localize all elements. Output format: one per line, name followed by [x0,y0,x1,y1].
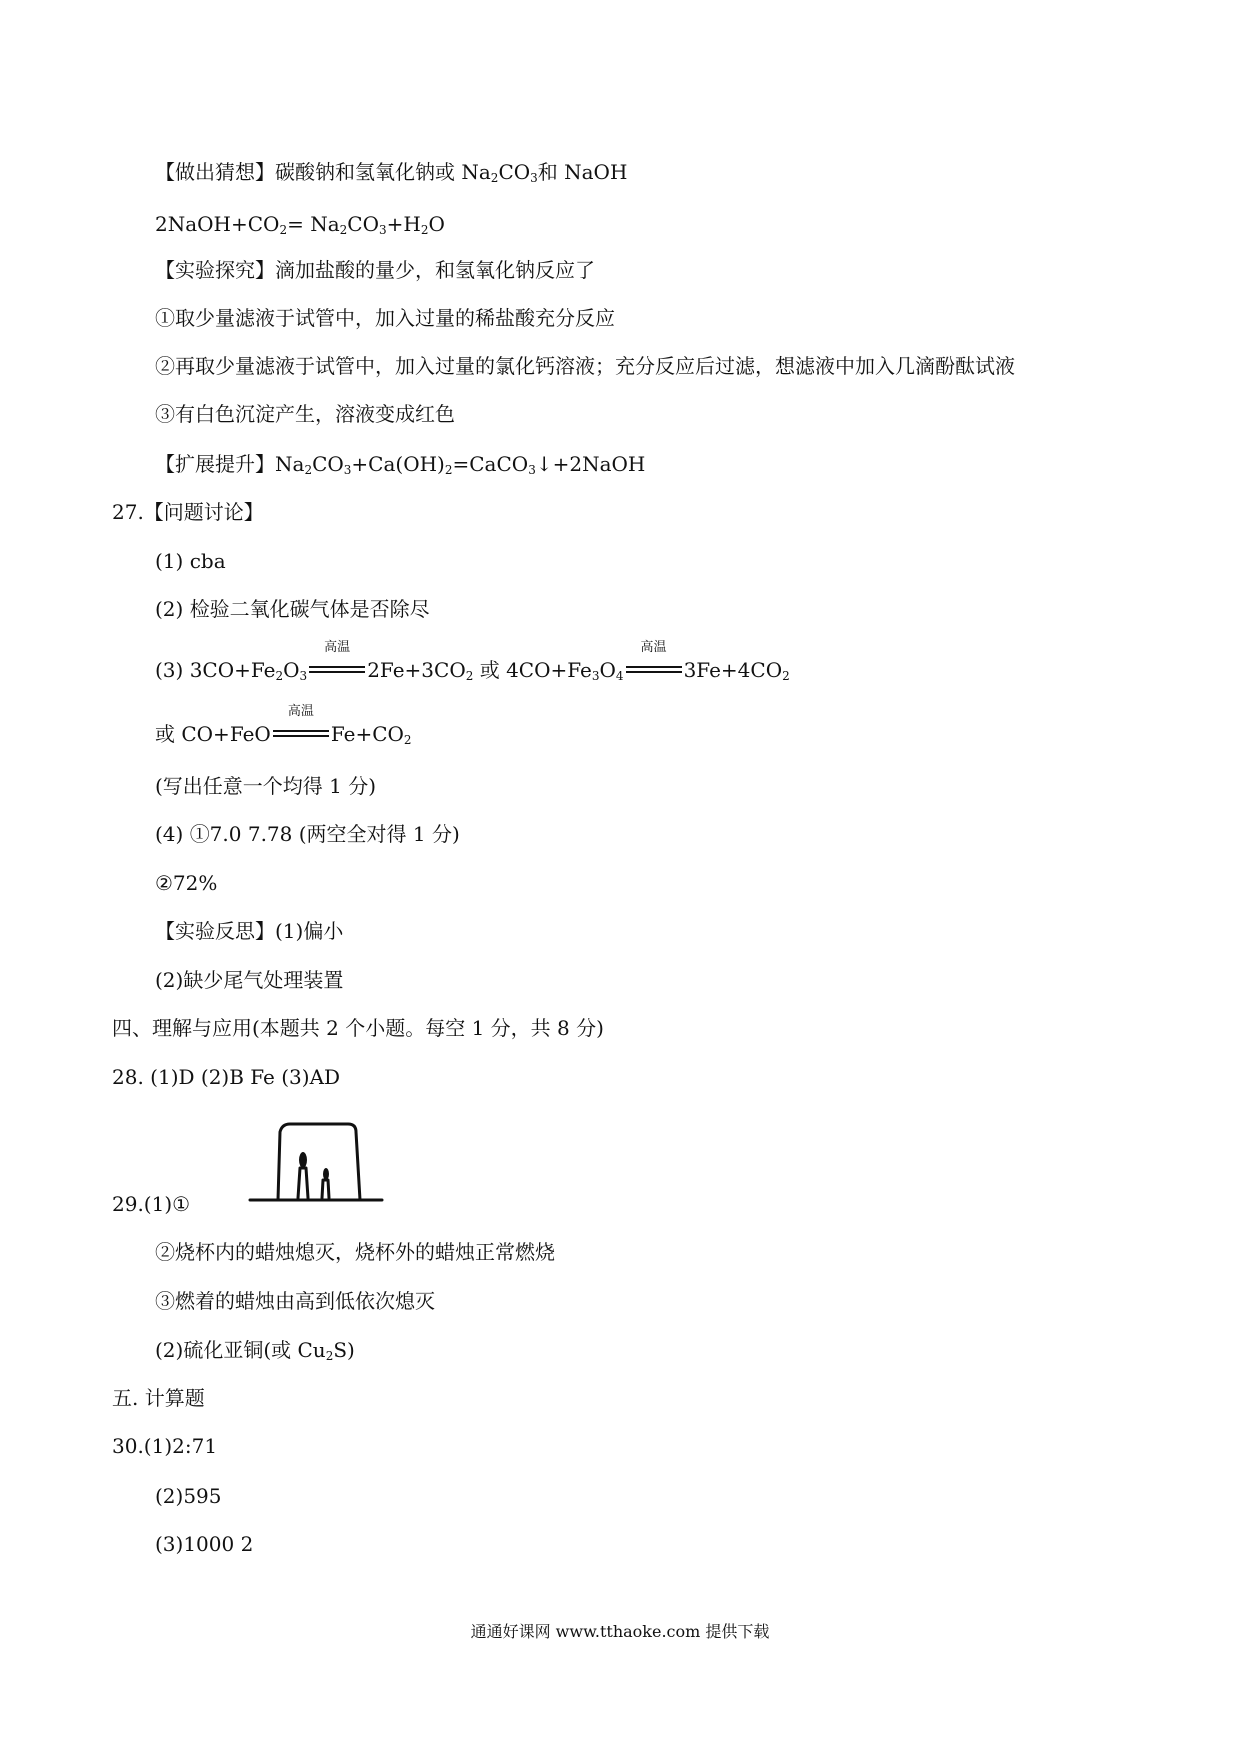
formula-part: (3) 3CO+Fe [155,658,276,682]
formula-part: O [599,658,616,682]
q27-part-4b: ②72% [155,871,218,895]
formula-part: Na [461,160,491,184]
formula-part: CO [312,452,344,476]
q29-part-2: ②烧杯内的蜡烛熄灭，烧杯外的蜡烛正常燃烧 [155,1240,555,1264]
subscript: 3 [378,223,387,237]
q30-part-3: (3)1000 2 [155,1532,254,1556]
step-1: ①取少量滤液于试管中，加入过量的稀盐酸充分反应 [155,306,615,330]
step-3: ③有白色沉淀产生，溶液变成红色 [155,402,455,426]
q27-part-2: (2) 检验二氧化碳气体是否除尽 [155,597,430,621]
reflect-2: (2)缺少尾气处理装置 [155,968,344,992]
formula-part: CO [498,160,531,184]
reaction-arrow [626,640,682,684]
q27-heading: 27.【问题讨论】 [112,500,264,524]
formula-part: O [283,658,300,682]
extend-line [155,450,645,478]
q29-part-4 [155,1336,355,1364]
subscript: 2 [325,1349,334,1363]
subscript: 2 [304,463,313,477]
formula-part: = Na [287,212,340,236]
formula-part: Na [275,452,305,476]
formula-part: 2Fe+3CO [367,658,466,682]
subscript: 3 [528,463,536,477]
reflect-line [155,917,343,945]
formula-part: +Ca(OH) [351,452,445,476]
subscript: 3 [530,171,538,185]
extend-tag: 【扩展提升】 [155,452,275,476]
formula-part: 或 CO+FeO [155,722,271,746]
subscript: 2 [275,669,284,683]
subscript: 2 [782,669,790,683]
q29-heading: 29.(1)① [112,1192,191,1216]
q27-part-3 [155,640,790,684]
reaction-arrow [273,704,329,748]
reaction-condition: 高温 [287,704,314,719]
formula-part: CO [347,212,379,236]
formula-part: +H [386,212,421,236]
explore-tag: 【实验探究】 [155,258,275,282]
formula-part: ↓+2NaOH [535,452,646,476]
formula-part: =CaCO [452,452,529,476]
explore-text: 滴加盐酸的量少，和氢氧化钠反应了 [275,258,595,282]
subscript: 2 [339,223,348,237]
q27-part-4: (4) ①7.0 7.78 (两空全对得 1 分) [155,822,460,846]
q29-part-3: ③燃着的蜡烛由高到低依次熄灭 [155,1289,435,1313]
q27-part-3b [155,704,412,748]
reaction-condition: 高温 [324,640,351,655]
section-5-title: 五. 计算题 [112,1386,205,1410]
reflect-tag: 【实验反思】 [155,919,275,943]
step-2: ②再取少量滤液于试管中，加入过量的氯化钙溶液；充分反应后过滤，想滤液中加入几滴酚酞试液 [155,354,1015,378]
equation-line-1 [155,210,445,238]
q27-note: (写出任意一个均得 1 分) [155,774,377,798]
explore-line [155,256,595,284]
reaction-condition: 高温 [640,640,667,655]
formula-part: 2NaOH+CO [155,212,280,236]
subscript: 2 [403,733,412,747]
subscript: 2 [420,223,429,237]
guess-tag: 【做出猜想】 [155,160,275,184]
beaker-candle-sketch [248,1120,384,1212]
subscript: 3 [343,463,352,477]
formula-part: 或 4CO+Fe [473,658,592,682]
subscript: 2 [490,171,499,185]
page-footer: 通通好课网 www.tthaoke.com 提供下载 [470,1622,770,1641]
subscript: 4 [615,669,624,683]
reaction-arrow [309,640,365,684]
reflect-1: (1)偏小 [275,919,344,943]
formula-part: (2)硫化亚铜(或 Cu [155,1338,326,1362]
formula-part: Fe+CO [330,722,404,746]
formula-part: 3Fe+4CO [683,658,783,682]
formula-part: O [428,212,445,236]
guess-text: 碳酸钠和氢氧化钠或 [275,160,462,184]
formula-part: 和 NaOH [537,160,628,184]
q30-part-1: 30.(1)2:71 [112,1434,218,1458]
q30-part-2: (2)595 [155,1484,222,1508]
formula-part: S) [333,1338,355,1362]
q27-part-1: (1) cba [155,549,226,573]
q28-answer: 28. (1)D (2)B Fe (3)AD [112,1065,341,1089]
subscript: 2 [444,463,453,477]
subscript: 2 [279,223,288,237]
section-4-title: 四、理解与应用(本题共 2 个小题。每空 1 分，共 8 分) [112,1016,604,1040]
subscript: 3 [299,669,308,683]
guess-line [155,158,627,186]
subscript: 3 [591,669,600,683]
subscript: 2 [465,669,474,683]
